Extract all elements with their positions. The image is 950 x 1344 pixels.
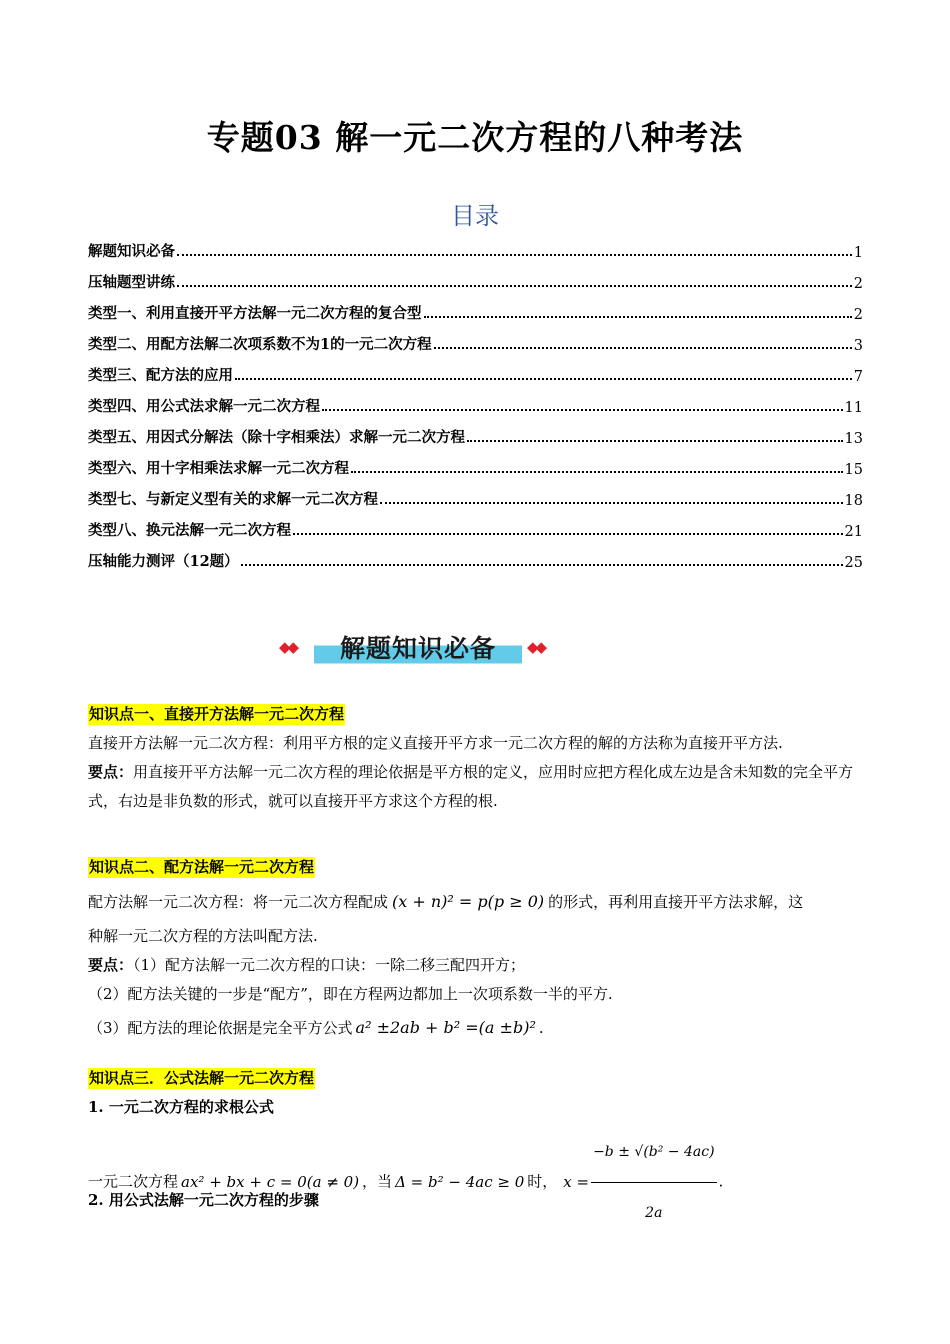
discriminant-formula: Δ = b² − 4ac ≥ 0 [395, 1172, 525, 1191]
toc-entry[interactable]: 类型一、利用直接开平方法解一元二次方程的复合型 2 [88, 305, 863, 323]
kp3-title: 知识点三．公式法解一元二次方程 [89, 1069, 315, 1087]
toc-entry[interactable]: 类型七、与新定义型有关的求解一元二次方程 18 [88, 491, 863, 509]
kp2-point2: （2）配方法关键的一步是“配方”，即在方程两边都加上一次项系数一半的平方. [88, 985, 613, 1003]
kp2-point1: 要点：（1）配方法解一元二次方程的口诀：一除二移三配四开方； [88, 956, 526, 974]
completing-square-formula: (x + n)² = p(p ≥ 0) [392, 892, 545, 911]
knowledge-point-1 [88, 700, 863, 816]
section-banner [277, 626, 567, 670]
knowledge-point-3 [88, 1064, 863, 1221]
table-of-contents [88, 230, 863, 571]
diamond-icon: ◆◆ [527, 638, 545, 656]
toc-entry[interactable]: 类型五、用因式分解法（除十字相乘法）求解一元二次方程 13 [88, 429, 863, 447]
toc-entry[interactable]: 类型三、配方法的应用 7 [88, 367, 863, 385]
quadratic-equation-formula: ax² + bx + c = 0(a ≠ 0) [181, 1172, 360, 1191]
toc-heading: 目录 [451, 202, 499, 230]
kp3-subheading-1: 1. 一元二次方程的求根公式 [88, 1098, 274, 1116]
kp3-formula-line: 一元二次方程 ax² + bx + c = 0(a ≠ 0) ，当 Δ = b² − 4ac ≥ 0 时， x = $\frac{\text{−b ± √(b² − 4ac)}}{2a}$ . [88, 1122, 863, 1186]
toc-entry[interactable]: 类型六、用十字相乘法求解一元二次方程 15 [88, 460, 863, 478]
knowledge-point-2 [88, 853, 863, 1047]
toc-entry[interactable]: 类型八、换元法解一元二次方程 21 [88, 522, 863, 540]
toc-entry[interactable]: 类型二、用配方法解二次项系数不为1的一元二次方程 3 [88, 336, 863, 354]
kp1-key: 要点：用直接开平方法解一元二次方程的理论依据是平方根的定义，应用时应把方程化成左边是含未知数的完全平方式，右边是非负数的形式，就可以直接开平方求这个方程的根. [88, 763, 854, 810]
diamond-icon: ◆◆ [279, 638, 297, 656]
banner-title: 解题知识必备 [339, 634, 496, 663]
kp2-text-cont: 种解一元二次方程的方法叫配方法. [88, 927, 318, 945]
toc-entry[interactable]: 解题知识必备 1 [88, 243, 863, 261]
page-title: 专题03 解一元二次方程的八种考法 [206, 118, 744, 157]
kp2-point3: （3）配方法的理论依据是完全平方公式 a² ±2ab + b² =(a ±b)² . [88, 1018, 544, 1037]
toc-entry[interactable]: 压轴能力测评（12题） 25 [88, 553, 863, 571]
toc-entry[interactable]: 压轴题型讲练 2 [88, 274, 863, 292]
kp1-title: 知识点一、直接开方法解一元二次方程 [89, 705, 345, 723]
kp3-subheading-2: 2. 用公式法解一元二次方程的步骤 [88, 1191, 319, 1209]
quadratic-root-formula: $\frac{\text{−b ± √(b² − 4ac)}}{2a}$ [591, 1122, 716, 1243]
kp2-text: 配方法解一元二次方程：将一元二次方程配成 (x + n)² = p(p ≥ 0) 的形式，再利用直接开平方法求解，这 [88, 892, 804, 911]
kp2-title: 知识点二、配方法解一元二次方程 [89, 858, 315, 876]
perfect-square-formula: a² ±2ab + b² =(a ±b)² [355, 1018, 536, 1037]
toc-entry[interactable]: 类型四、用公式法求解一元二次方程 11 [88, 398, 863, 416]
kp1-text: 直接开方法解一元二次方程：利用平方根的定义直接开平方求一元二次方程的解的方法称为直接开平方法. [88, 734, 783, 752]
